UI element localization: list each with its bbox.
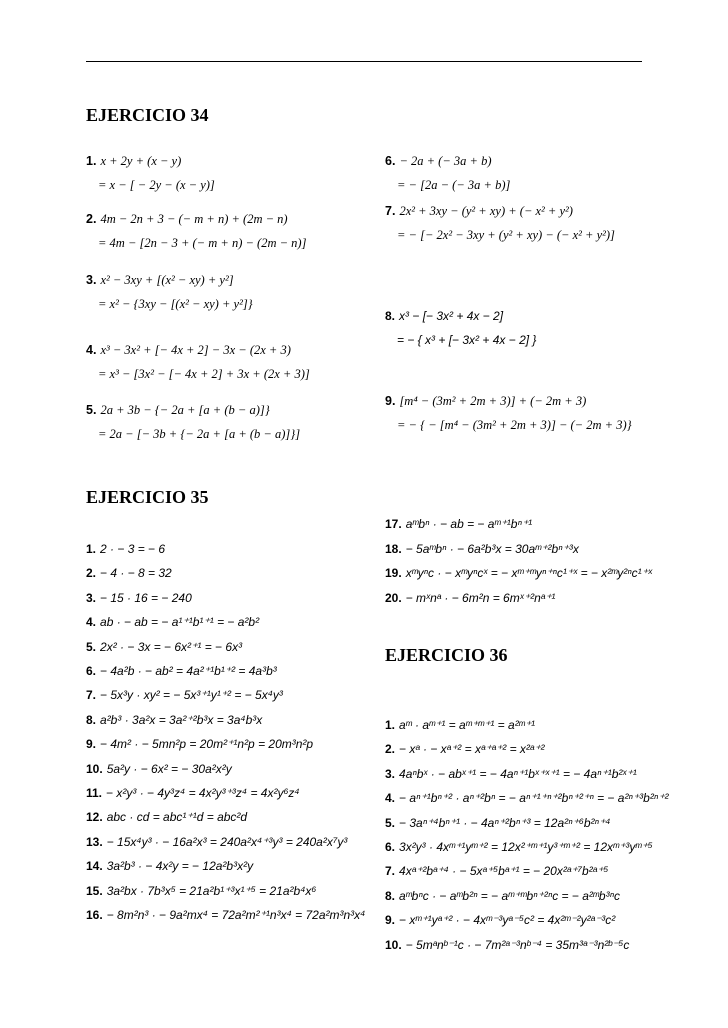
exercise-number: 1. xyxy=(385,718,396,732)
expression-line-2: = − [2a − (− 3a + b)] xyxy=(397,178,511,192)
exercise-number: 3. xyxy=(86,590,97,605)
expression-line-1: 2x² + 3xy − (y² + xy) + (− x² + y²) xyxy=(399,204,573,218)
expression: a²b³ · 3a²x = 3a²⁺²b³x = 3a⁴b³x xyxy=(100,712,263,727)
expression: 4aⁿbˣ · − abˣ⁺¹ = − 4aⁿ⁺¹bˣ⁺ˣ⁺¹ = − 4aⁿ⁺¹b²ˣ⁺¹ xyxy=(399,766,637,781)
e36-exercise-5 xyxy=(385,815,610,831)
exercise-number: 8. xyxy=(385,888,396,903)
expression: 4xᵃ⁺²bᵃ⁺⁴ · − 5xᵃ⁺⁵bᵃ⁺¹ = − 20x²ᵃ⁺⁷b²ᵃ⁺⁵ xyxy=(399,864,609,879)
expression: − 5mᵃnᵇ⁻¹c · − 7m²ᵃ⁻³nᵇ⁻⁴ = 35m³ᵃ⁻³n²ᵇ⁻⁵c xyxy=(405,937,630,952)
exercise-number: 4. xyxy=(86,343,97,357)
e34-exercise-6 xyxy=(385,153,510,193)
e36-exercise-9 xyxy=(385,912,615,928)
exercise-number: 12. xyxy=(86,810,103,825)
e35-left-exercise-1 xyxy=(86,541,165,557)
expression: abc · cd = abc¹⁺¹d = abc²d xyxy=(106,810,248,825)
exercise-number: 11. xyxy=(86,786,103,800)
expression: − 4 · − 8 = 32 xyxy=(100,566,172,581)
exercise-number: 1. xyxy=(86,154,97,168)
e35-left-exercise-2 xyxy=(86,565,172,581)
expression: − 3aⁿ⁺⁴bⁿ⁺¹ · − 4aⁿ⁺²bⁿ⁺³ = 12a²ⁿ⁺⁶b²ⁿ⁺⁴ xyxy=(399,815,611,830)
exercise-number: 2. xyxy=(86,566,97,581)
exercise-number: 2. xyxy=(86,212,97,226)
exercise-number: 9. xyxy=(385,913,396,928)
e36-exercise-10 xyxy=(385,937,629,953)
e36-exercise-8 xyxy=(385,888,620,904)
exercise-number: 19. xyxy=(385,566,402,581)
exercise-number: 6. xyxy=(385,840,396,854)
expression: − 4a²b · − ab² = 4a²⁺¹b¹⁺² = 4a³b³ xyxy=(100,664,277,678)
expression: aᵐbⁿ · − ab = − aᵐ⁺¹bⁿ⁺¹ xyxy=(405,517,533,531)
e35-left-exercise-4 xyxy=(86,614,259,630)
exercise-number: 14. xyxy=(86,859,103,874)
exercise-number: 15. xyxy=(86,883,103,898)
e35-left-exercise-5 xyxy=(86,639,242,655)
e34-exercise-3 xyxy=(86,272,253,312)
e35-left-exercise-12 xyxy=(86,809,247,825)
e34-exercise-9 xyxy=(385,393,632,433)
exercise-number: 20. xyxy=(385,590,402,605)
e34-exercise-1 xyxy=(86,153,215,193)
expression: − 15x⁴y³ · − 16a²x³ = 240a²x⁴⁺³y³ = 240a²x⁷y³ xyxy=(106,834,348,849)
exercise-number: 9. xyxy=(86,737,97,752)
expression-line-1: x³ − 3x² + [− 4x + 2] − 3x − (2x + 3) xyxy=(100,343,291,357)
expression: − aⁿ⁺¹bⁿ⁺² · aⁿ⁺²bⁿ = − aⁿ⁺¹⁺ⁿ⁺²bⁿ⁺²⁺ⁿ = − a²ⁿ⁺³b²ⁿ⁺² xyxy=(399,791,669,806)
expression: − x²y³ · − 4y³z⁴ = 4x²y³⁺³z⁴ = 4x²y⁶z⁴ xyxy=(106,786,300,800)
expression-line-2: = − { x³ + [− 3x² + 4x − 2] } xyxy=(397,333,537,347)
exercise-number: 5. xyxy=(86,639,97,654)
expression-line-1: 4m − 2n + 3 − (− m + n) + (2m − n) xyxy=(100,212,288,226)
exercise-number: 9. xyxy=(385,394,396,408)
expression-line-1: − 2a + (− 3a + b) xyxy=(399,154,492,168)
exercise-number: 7. xyxy=(86,688,97,703)
exercise-number: 17. xyxy=(385,517,402,531)
e34-exercise-5 xyxy=(86,402,300,442)
e36-exercise-7 xyxy=(385,863,608,879)
exercise-number: 10. xyxy=(385,937,402,952)
exercise-number: 18. xyxy=(385,541,402,556)
e36-exercise-4 xyxy=(385,790,669,806)
expression: − xᵃ · − xᵃ⁺² = xᵃ⁺ᵃ⁺² = x²ᵃ⁺² xyxy=(399,742,545,757)
expression: − 5aᵐbⁿ · − 6a²b³x = 30aᵐ⁺²bⁿ⁺³x xyxy=(405,541,579,556)
expression-line-2: = 4m − [2n − 3 + (− m + n) − (2m − n)] xyxy=(98,236,307,250)
e36-exercise-6 xyxy=(385,839,653,855)
heading-ejercicio-34: EJERCICIO 34 xyxy=(86,105,209,125)
e36-exercise-3 xyxy=(385,766,637,782)
exercise-number: 4. xyxy=(86,615,97,630)
e35-left-exercise-7 xyxy=(86,687,283,703)
heading-ejercicio-36: EJERCICIO 36 xyxy=(385,645,508,665)
e35-left-exercise-6 xyxy=(86,663,277,679)
exercise-number: 3. xyxy=(86,273,97,287)
exercise-number: 13. xyxy=(86,834,103,849)
exercise-number: 6. xyxy=(86,664,97,678)
e36-exercise-2 xyxy=(385,741,545,757)
e35-left-exercise-14 xyxy=(86,858,253,874)
e35-left-exercise-8 xyxy=(86,712,262,728)
exercise-number: 4. xyxy=(385,791,396,806)
exercise-number: 7. xyxy=(385,204,396,218)
expression: ab · − ab = − a¹⁺¹b¹⁺¹ = − a²b² xyxy=(100,615,260,630)
e34-exercise-7 xyxy=(385,203,615,243)
exercise-number: 8. xyxy=(385,309,396,323)
expression: − 5x³y · xy² = − 5x³⁺¹y¹⁺² = − 5x⁴y³ xyxy=(100,688,283,703)
expression-line-2: = x² − {3xy − [(x² − xy) + y²]} xyxy=(98,297,253,311)
expression: − 15 · 16 = − 240 xyxy=(100,590,192,605)
expression: 3a²bx · 7b³x⁵ = 21a²b¹⁺³x¹⁺⁵ = 21a²b⁴x⁶ xyxy=(106,883,317,898)
e35-left-exercise-3 xyxy=(86,590,192,606)
expression-line-1: x³ − [− 3x² + 4x − 2] xyxy=(399,309,504,323)
top-rule xyxy=(86,61,642,62)
exercise-number: 10. xyxy=(86,761,103,776)
e35-right-exercise-3 xyxy=(385,565,652,581)
expression: xᵐyⁿc · − xᵐyⁿcˣ = − xᵐ⁺ᵐyⁿ⁺ⁿc¹⁺ˣ = − x²ᵐy²ⁿc¹⁺ˣ xyxy=(405,566,653,581)
e34-exercise-2 xyxy=(86,211,306,251)
expression: 5a²y · − 6x² = − 30a²x²y xyxy=(106,761,232,776)
e35-left-exercise-10 xyxy=(86,761,232,777)
exercise-number: 5. xyxy=(385,815,396,830)
expression: 2 · − 3 = − 6 xyxy=(100,542,166,556)
expression-line-2: = − { − [m⁴ − (3m² + 2m + 3)] − (− 2m + 3)} xyxy=(397,418,632,432)
exercise-number: 8. xyxy=(86,712,97,727)
e34-exercise-8 xyxy=(385,308,536,348)
expression-line-1: x + 2y + (x − y) xyxy=(100,154,182,168)
expression: aᵐ · aᵐ⁺¹ = aᵐ⁺ᵐ⁺¹ = a²ᵐ⁺¹ xyxy=(399,718,536,732)
expression: − mˣnᵃ · − 6m²n = 6mˣ⁺²nᵃ⁺¹ xyxy=(405,590,556,605)
heading-ejercicio-35: EJERCICIO 35 xyxy=(86,487,209,507)
e35-left-exercise-15 xyxy=(86,883,316,899)
exercise-number: 6. xyxy=(385,154,396,168)
expression-line-2: = x − [ − 2y − (x − y)] xyxy=(98,178,215,192)
exercise-number: 1. xyxy=(86,542,97,556)
exercise-number: 5. xyxy=(86,403,97,417)
e36-exercise-1 xyxy=(385,717,535,733)
expression-line-2: = x³ − [3x² − [− 4x + 2] + 3x + (2x + 3)] xyxy=(98,367,310,381)
expression: − 8m²n³ · − 9a²mx⁴ = 72a²m²⁺¹n³x⁴ = 72a²m³n³x⁴ xyxy=(106,908,366,922)
exercise-number: 7. xyxy=(385,864,396,879)
expression: 3x²y³ · 4xᵐ⁺¹yᵐ⁺² = 12x²⁺ᵐ⁺¹y³⁺ᵐ⁺² = 12xᵐ⁺³yᵐ⁺⁵ xyxy=(399,840,653,854)
exercise-number: 2. xyxy=(385,742,396,757)
e35-left-exercise-13 xyxy=(86,834,347,850)
expression: − xᵐ⁺¹yᵃ⁺² · − 4xᵐ⁻³yᵃ⁻⁵c² = 4x²ᵐ⁻²y²ᵃ⁻³c² xyxy=(399,913,616,928)
expression: 3a²b³ · − 4x²y = − 12a²b³x²y xyxy=(106,859,254,874)
expression-line-1: x² − 3xy + [(x² − xy) + y²] xyxy=(100,273,234,287)
e35-right-exercise-4 xyxy=(385,590,555,606)
expression-line-2: = − [− 2x² − 3xy + (y² + xy) − (− x² + y²)] xyxy=(397,228,615,242)
expression-line-1: 2a + 3b − {− 2a + [a + (b − a)]} xyxy=(100,403,270,417)
e35-right-exercise-2 xyxy=(385,541,579,557)
expression: 2x² · − 3x = − 6x²⁺¹ = − 6x³ xyxy=(100,639,243,654)
e35-right-exercise-1 xyxy=(385,516,532,532)
expression-line-1: [m⁴ − (3m² + 2m + 3)] + (− 2m + 3) xyxy=(399,394,587,408)
exercise-number: 16. xyxy=(86,908,103,922)
e35-left-exercise-11 xyxy=(86,785,300,801)
e35-left-exercise-16 xyxy=(86,907,365,923)
expression: aᵐbⁿc · − aᵐb²ⁿ = − aᵐ⁺ᵐbⁿ⁺²ⁿc = − a²ᵐb³ⁿc xyxy=(399,888,620,903)
e34-exercise-4 xyxy=(86,342,310,382)
expression-line-2: = 2a − [− 3b + {− 2a + [a + (b − a)]}] xyxy=(98,427,301,441)
e35-left-exercise-9 xyxy=(86,736,313,752)
expression: − 4m² · − 5mn²p = 20m²⁺¹n²p = 20m³n²p xyxy=(100,737,314,752)
exercise-number: 3. xyxy=(385,766,396,781)
